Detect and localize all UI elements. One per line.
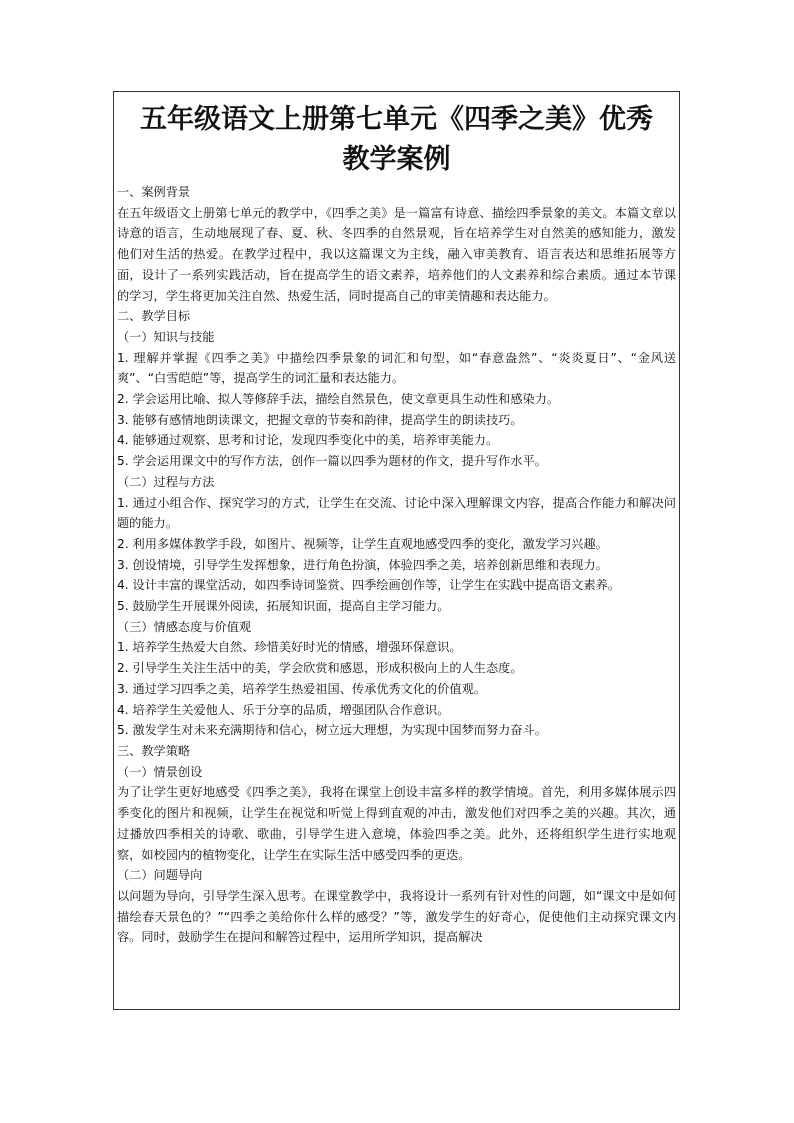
list-item: 2. 利用多媒体教学手段，如图片、视频等，让学生直观地感受四季的变化，激发学习兴趣。 [117,536,608,551]
list-item: 1. 通过小组合作、探究学习的方式，让学生在交流、讨论中深入理解课文内容，提高合作能力和解决问题的能力。 [117,495,676,531]
list-item: 5. 鼓励学生开展课外阅读，拓展知识面，提高自主学习能力。 [117,599,450,614]
page-title [117,100,676,180]
paragraph: 在五年级语文上册第七单元的教学中，《四季之美》是一篇富有诗意、描绘四季景象的美文。本篇文章以诗意的语言，生动地展现了春、夏、秋、冬四季的自然景观，旨在培养学生对自然美的感知能力，激发他们对生活的热爱。在教学过程中，我以这篇课文为主线，融入审美教育、语言表达和思维拓展等方面，设计了一系列实践活动，旨在提高学生的语文素养，培养他们的人文素养和综合素质。通过本节课的学习，学生将更加关注自然、热爱生活，同时提高自己的审美情趣和表达能力。 [117,205,676,303]
document-frame [113,91,680,1010]
subsection-heading: （二）过程与方法 [117,474,215,489]
list-item: 1. 理解并掌握《四季之美》中描绘四季景象的词汇和句型，如“春意盎然”、“炎炎夏日”、“金风送爽”、“白雪皑皑”等，提高学生的词汇量和表达能力。 [117,350,676,386]
section-heading: 二、教学目标 [117,309,191,324]
section-heading: 三、教学策略 [117,743,191,758]
list-item: 1. 培养学生热爱大自然、珍惜美好时光的情感，增强环保意识。 [117,640,462,655]
list-item: 4. 能够通过观察、思考和讨论，发现四季变化中的美，培养审美能力。 [117,433,499,448]
subsection-heading: （一）情景创设 [117,764,203,779]
list-item: 2. 学会运用比喻、拟人等修辞手法，描绘自然景色，使文章更具生动性和感染力。 [117,392,560,407]
title-line-1: 五年级语文上册第七单元《四季之美》优秀 [140,104,653,135]
list-item: 5. 学会运用课文中的写作方法，创作一篇以四季为题材的作文，提升写作水平。 [117,454,547,469]
title-line-2: 教学案例 [342,144,451,175]
list-item: 3. 通过学习四季之美，培养学生热爱祖国、传承优秀文化的价值观。 [117,681,486,696]
content [117,182,676,948]
section-heading: 一、案例背景 [117,185,191,199]
paragraph: 以问题为导向，引导学生深入思考。在课堂教学中，我将设计一系列有针对性的问题，如“课文中是如何描绘春天景色的？”“四季之美给你什么样的感受？”等，激发学生的好奇心，促使他们主动探究课文内容。同时，鼓励学生在提问和解答过程中，运用所学知识，提高解决 [117,888,676,945]
list-item: 4. 设计丰富的课堂活动，如四季诗词鉴赏、四季绘画创作等，让学生在实践中提高语文素养。 [117,578,621,593]
list-item: 4. 培养学生关爱他人、乐于分享的品质，增强团队合作意识。 [117,702,450,717]
subsection-heading: （一）知识与技能 [117,329,215,344]
document-body [117,100,676,948]
list-item: 5. 激发学生对未来充满期待和信心，树立远大理想，为实现中国梦而努力奋斗。 [117,723,547,738]
subsection-heading: （二）问题导向 [117,868,203,883]
list-item: 2. 引导学生关注生活中的美，学会欣赏和感恩，形成积极向上的人生态度。 [117,661,523,676]
paragraph: 为了让学生更好地感受《四季之美》，我将在课堂上创设丰富多样的教学情境。首先，利用多媒体展示四季变化的图片和视频，让学生在视觉和听觉上得到直观的冲击，激发他们对四季之美的兴趣。其次，通过播放四季相关的诗歌、歌曲，引导学生进入意境，体验四季之美。此外，还将组织学生进行实地观察，如校园内的植物变化，让学生在实际生活中感受四季的更迭。 [117,785,676,862]
list-item: 3. 能够有感情地朗读课文，把握文章的节奏和韵律，提高学生的朗读技巧。 [117,412,523,427]
subsection-heading: （三）情感态度与价值观 [117,619,252,634]
list-item: 3. 创设情境，引导学生发挥想象，进行角色扮演，体验四季之美，培养创新思维和表现力。 [117,557,608,572]
